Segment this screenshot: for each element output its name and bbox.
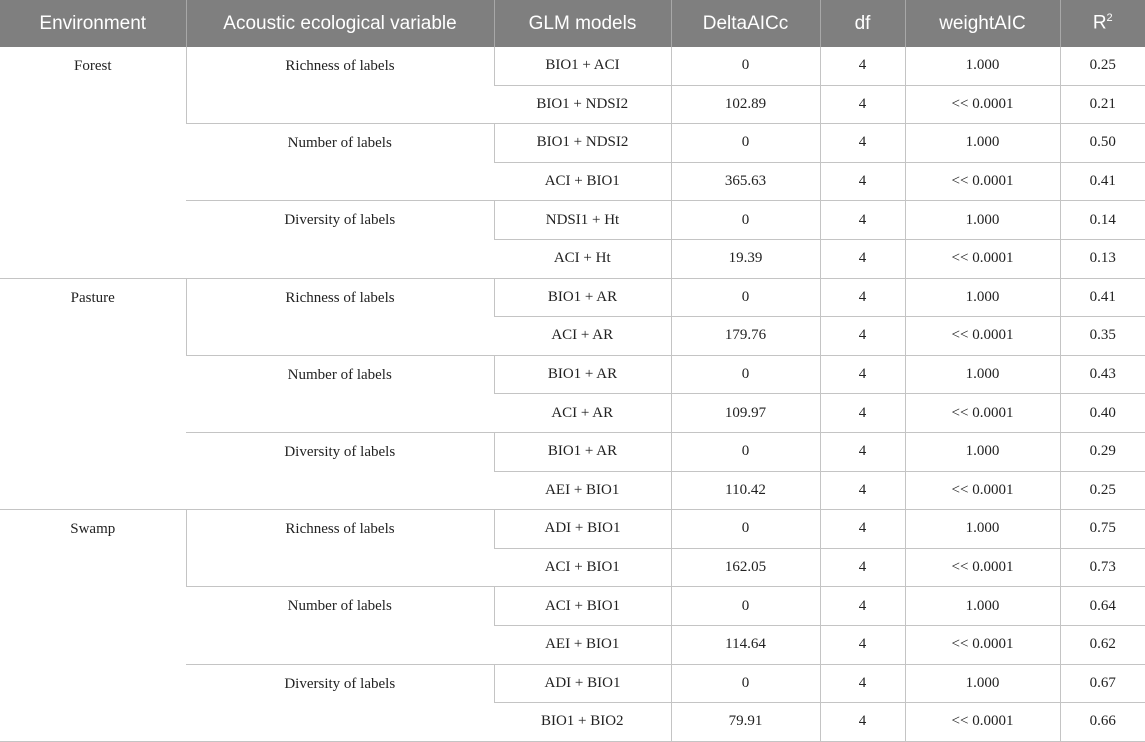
acoustic-variable-cell: Number of labels: [186, 355, 494, 432]
delta-aicc-cell: 179.76: [671, 317, 820, 356]
environment-cell: Forest: [0, 47, 186, 278]
glm-model-cell: BIO1 + NDSI2: [494, 124, 671, 163]
header-delta-aicc: DeltaAICc: [671, 0, 820, 47]
delta-aicc-cell: 114.64: [671, 625, 820, 664]
r-squared-cell: 0.25: [1060, 471, 1145, 510]
glm-model-cell: BIO1 + AR: [494, 278, 671, 317]
delta-aicc-cell: 110.42: [671, 471, 820, 510]
df-cell: 4: [820, 317, 905, 356]
df-cell: 4: [820, 124, 905, 163]
df-cell: 4: [820, 47, 905, 85]
weight-aic-cell: 1.000: [905, 664, 1060, 703]
table-row: [0, 510, 1145, 549]
weight-aic-cell: 1.000: [905, 201, 1060, 240]
weight-aic-cell: 1.000: [905, 587, 1060, 626]
delta-aicc-cell: 19.39: [671, 239, 820, 278]
glm-model-cell: ACI + BIO1: [494, 548, 671, 587]
glm-model-cell: NDSI1 + Ht: [494, 201, 671, 240]
delta-aicc-cell: 0: [671, 124, 820, 163]
header-environment: Environment: [0, 0, 186, 47]
weight-aic-cell: 1.000: [905, 278, 1060, 317]
weight-aic-cell: << 0.0001: [905, 625, 1060, 664]
r-squared-cell: 0.64: [1060, 587, 1145, 626]
table-body: [0, 47, 1145, 741]
table-row: [0, 278, 1145, 317]
weight-aic-cell: 1.000: [905, 432, 1060, 471]
df-cell: 4: [820, 703, 905, 742]
delta-aicc-cell: 79.91: [671, 703, 820, 742]
r-squared-cell: 0.14: [1060, 201, 1145, 240]
glm-model-cell: ACI + AR: [494, 394, 671, 433]
df-cell: 4: [820, 355, 905, 394]
header-df: df: [820, 0, 905, 47]
r-squared-cell: 0.40: [1060, 394, 1145, 433]
weight-aic-cell: << 0.0001: [905, 85, 1060, 124]
r-squared-cell: 0.62: [1060, 625, 1145, 664]
delta-aicc-cell: 365.63: [671, 162, 820, 201]
glm-model-cell: ACI + BIO1: [494, 162, 671, 201]
table-row: [0, 47, 1145, 85]
weight-aic-cell: << 0.0001: [905, 162, 1060, 201]
r-squared-cell: 0.41: [1060, 162, 1145, 201]
weight-aic-cell: << 0.0001: [905, 317, 1060, 356]
delta-aicc-cell: 162.05: [671, 548, 820, 587]
glm-model-cell: ACI + AR: [494, 317, 671, 356]
r-squared-cell: 0.29: [1060, 432, 1145, 471]
glm-model-cell: ADI + BIO1: [494, 664, 671, 703]
r-squared-cell: 0.73: [1060, 548, 1145, 587]
header-r-label: R: [1092, 12, 1107, 34]
r-squared-cell: 0.66: [1060, 703, 1145, 742]
df-cell: 4: [820, 510, 905, 549]
r-squared-cell: 0.13: [1060, 239, 1145, 278]
delta-aicc-cell: 0: [671, 278, 820, 317]
df-cell: 4: [820, 471, 905, 510]
delta-aicc-cell: 0: [671, 432, 820, 471]
acoustic-variable-cell: Richness of labels: [186, 510, 494, 587]
environment-cell: Pasture: [0, 278, 186, 510]
df-cell: 4: [820, 664, 905, 703]
df-cell: 4: [820, 239, 905, 278]
delta-aicc-cell: 0: [671, 201, 820, 240]
glm-model-cell: BIO1 + ACI: [494, 47, 671, 85]
r-squared-cell: 0.75: [1060, 510, 1145, 549]
weight-aic-cell: 1.000: [905, 510, 1060, 549]
delta-aicc-cell: 0: [671, 510, 820, 549]
delta-aicc-cell: 109.97: [671, 394, 820, 433]
header-r-superscript: 2: [1106, 12, 1113, 25]
glm-model-cell: ACI + Ht: [494, 239, 671, 278]
table-header: [0, 0, 1145, 47]
df-cell: 4: [820, 625, 905, 664]
df-cell: 4: [820, 394, 905, 433]
glm-model-cell: AEI + BIO1: [494, 471, 671, 510]
acoustic-variable-cell: Richness of labels: [186, 278, 494, 355]
weight-aic-cell: 1.000: [905, 47, 1060, 85]
glm-model-cell: AEI + BIO1: [494, 625, 671, 664]
acoustic-variable-cell: Diversity of labels: [186, 201, 494, 278]
weight-aic-cell: << 0.0001: [905, 703, 1060, 742]
df-cell: 4: [820, 278, 905, 317]
df-cell: 4: [820, 162, 905, 201]
weight-aic-cell: << 0.0001: [905, 548, 1060, 587]
weight-aic-cell: << 0.0001: [905, 394, 1060, 433]
glm-model-cell: BIO1 + NDSI2: [494, 85, 671, 124]
weight-aic-cell: << 0.0001: [905, 239, 1060, 278]
header-glm-models: GLM models: [494, 0, 671, 47]
df-cell: 4: [820, 548, 905, 587]
glm-model-cell: ADI + BIO1: [494, 510, 671, 549]
environment-cell: Swamp: [0, 510, 186, 742]
header-acoustic-variable: Acoustic ecological variable: [186, 0, 494, 47]
weight-aic-cell: 1.000: [905, 124, 1060, 163]
weight-aic-cell: 1.000: [905, 355, 1060, 394]
delta-aicc-cell: 0: [671, 587, 820, 626]
r-squared-cell: 0.67: [1060, 664, 1145, 703]
acoustic-variable-cell: Number of labels: [186, 587, 494, 664]
df-cell: 4: [820, 85, 905, 124]
acoustic-variable-cell: Richness of labels: [186, 47, 494, 124]
glm-model-cell: BIO1 + AR: [494, 432, 671, 471]
delta-aicc-cell: 102.89: [671, 85, 820, 124]
glm-model-cell: BIO1 + AR: [494, 355, 671, 394]
weight-aic-cell: << 0.0001: [905, 471, 1060, 510]
acoustic-variable-cell: Diversity of labels: [186, 432, 494, 509]
r-squared-cell: 0.25: [1060, 47, 1145, 85]
header-r-squared: [1060, 0, 1145, 47]
r-squared-cell: 0.50: [1060, 124, 1145, 163]
header-weight-aic: weightAIC: [905, 0, 1060, 47]
df-cell: 4: [820, 587, 905, 626]
delta-aicc-cell: 0: [671, 355, 820, 394]
glm-model-cell: BIO1 + BIO2: [494, 703, 671, 742]
header-row: [0, 0, 1145, 47]
r-squared-cell: 0.21: [1060, 85, 1145, 124]
acoustic-variable-cell: Number of labels: [186, 124, 494, 201]
glm-model-cell: ACI + BIO1: [494, 587, 671, 626]
acoustic-variable-cell: Diversity of labels: [186, 664, 494, 741]
df-cell: 4: [820, 432, 905, 471]
r-squared-cell: 0.43: [1060, 355, 1145, 394]
r-squared-cell: 0.41: [1060, 278, 1145, 317]
df-cell: 4: [820, 201, 905, 240]
delta-aicc-cell: 0: [671, 47, 820, 85]
delta-aicc-cell: 0: [671, 664, 820, 703]
r-squared-cell: 0.35: [1060, 317, 1145, 356]
